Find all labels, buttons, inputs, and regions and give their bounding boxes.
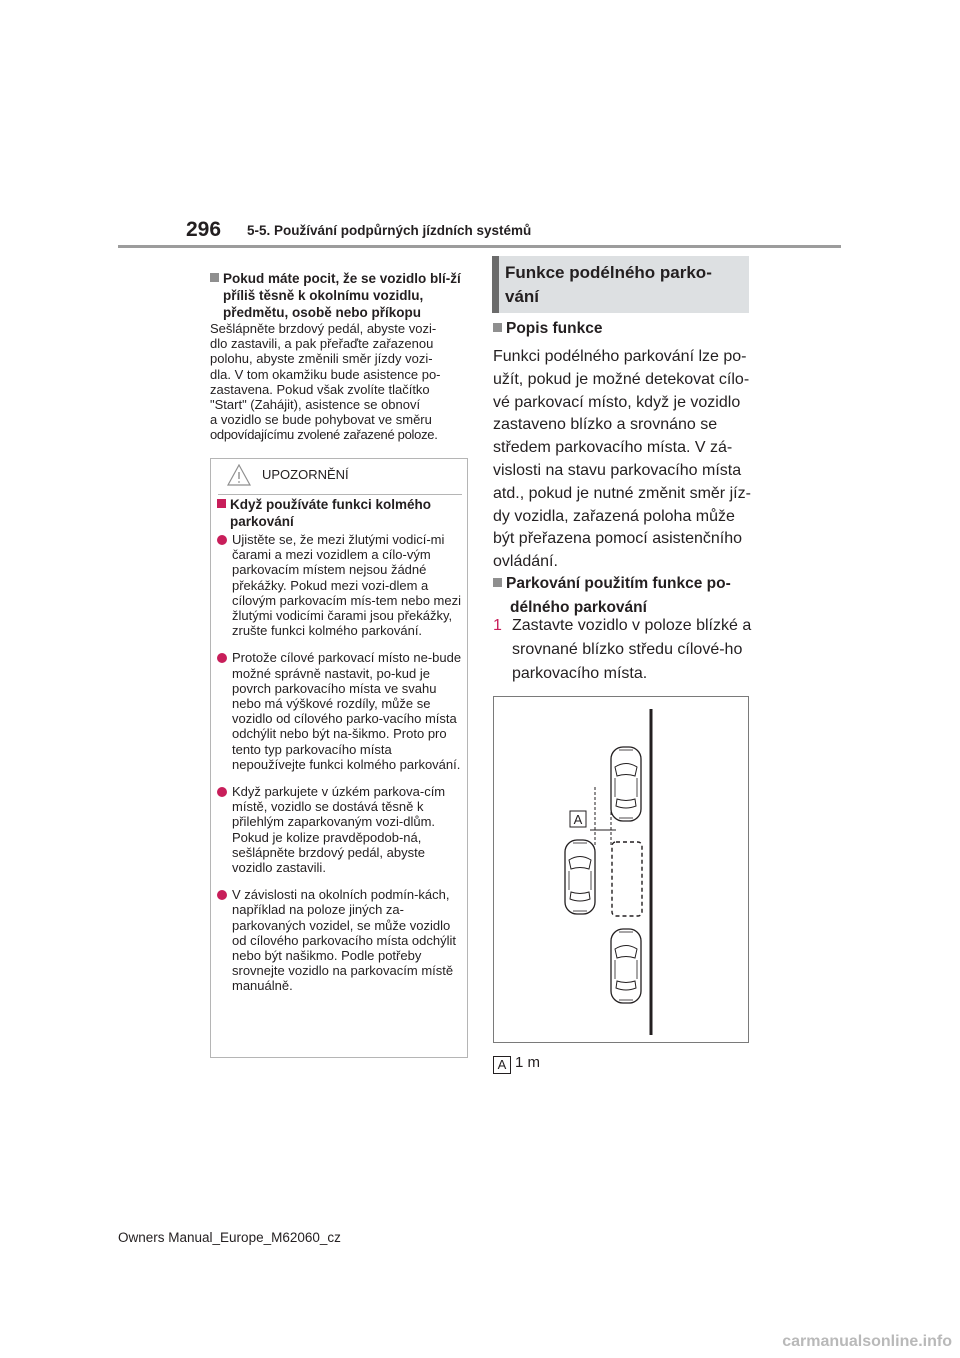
- bullet-dot-icon: [217, 535, 227, 545]
- left-paragraph-line: odpovídajícímu zvolené zařazené poloze.: [210, 427, 438, 443]
- subheading-text: Popis funkce: [506, 320, 603, 337]
- legend-tag: A: [493, 1056, 511, 1074]
- left-paragraph-line: zastavena. Pokud však zvolíte tlačítko: [210, 381, 430, 397]
- left-paragraph-line: dla. V tom okamžiku bude asistence po-: [210, 366, 441, 382]
- list-item: [217, 532, 462, 638]
- parking-diagram: [493, 696, 749, 1043]
- left-heading: [210, 270, 468, 321]
- left-heading-text: Pokud máte pocit, že se vozidlo blí-ží příliš těsně k okolnímu vozidlu, předmětu, osobě nebo příkopu: [223, 271, 461, 320]
- list-item: [217, 650, 462, 772]
- body-line: atd., pokud je nutné změnit směr jíz-: [493, 484, 751, 502]
- subheading-function-description: [493, 320, 602, 338]
- caution-title: UPOZORNĚNÍ: [262, 467, 349, 482]
- square-bullet-icon: [217, 499, 226, 508]
- step-1: [493, 614, 755, 686]
- left-paragraph-line: polohu, abyste změnili směr jízdy vozi-: [210, 351, 433, 367]
- parked-car-rear-icon: [611, 929, 641, 1003]
- caution-header: [211, 459, 467, 495]
- bullet-dot-icon: [217, 787, 227, 797]
- figure-legend: [493, 1054, 540, 1074]
- left-paragraph: [210, 321, 468, 443]
- list-item-text: Když parkujete v úzkém parkova-cím místě, vozidlo se dostává těsně k přilehlým zaparkovaným vozi-dlům. Pokud je kolize pravděpodob-ná, sešlápněte brzdový pedál, abyste vozidlo zastavili.: [232, 784, 446, 876]
- header-divider: [118, 245, 841, 248]
- square-bullet-icon: [210, 273, 219, 282]
- bullet-dot-icon: [217, 653, 227, 663]
- body-line: zastaveno blízko a srovnáno se: [493, 416, 718, 434]
- function-description-text: [493, 346, 755, 574]
- list-item: [217, 887, 462, 993]
- watermark: carmanualsonline.info: [782, 1333, 952, 1350]
- target-parking-space: [612, 842, 642, 916]
- left-paragraph-line: Sešlápněte brzdový pedál, abyste vozi-: [210, 321, 437, 336]
- list-item-text: Protože cílové parkovací místo ne-bude možné správně nastavit, po-kud je povrch parkovacího místa ve svahu nebo má výškové rozdíly, může se vozidlo od cílového parko-vacího místa odchýlit nebo být na-šikmo. Proto pro tento typ parkovacího místa nepoužívejte funkci kolmého parkování.: [232, 650, 462, 772]
- left-paragraph-line: "Start" (Zahájit), asistence se obnoví: [210, 397, 421, 413]
- square-bullet-icon: [493, 323, 502, 332]
- subheading-text: Parkování použitím funkce po-délného parkování: [506, 575, 731, 616]
- legend-text: 1 m: [515, 1054, 541, 1071]
- body-line: vé parkovací místo, když je vozidlo: [493, 393, 741, 411]
- section-title: Funkce podélného parko-vání: [505, 263, 712, 306]
- list-item-text: V závislosti na okolních podmín-kách, například na poloze jiných za-parkovaných vozidel, se může vozidlo od cílového parkovacího místa odchýlit nebo být našikmo. Podle potřeby srovnejte vozidlo na parkovacím místě manuálně.: [232, 887, 457, 994]
- chapter-title: 5-5. Používání podpůrných jízdních systémů: [247, 223, 532, 238]
- subheading-parking-procedure: [493, 572, 755, 620]
- caution-subheading: [217, 496, 462, 530]
- caution-divider: [218, 494, 462, 495]
- square-bullet-icon: [493, 578, 502, 587]
- body-line: středem parkovacího místa. V zá-: [493, 439, 733, 457]
- step-number: 1: [493, 617, 502, 634]
- left-paragraph-line: dlo zastavili, a pak přeřaďte zařazenou: [210, 336, 434, 352]
- left-paragraph-line: a vozidlo se bude pohybovat ve směru: [210, 412, 432, 428]
- warning-icon: [227, 464, 251, 486]
- caution-bullet-list: [217, 532, 462, 1006]
- list-item-text: Ujistěte se, že mezi žlutými vodicí-mi čarami a mezi vozidlem a cílo-vým parkovacím místem nejsou žádné překážky. Pokud mezi vozi-dlem a cílovým parkovacím mís-tem nebo mezi žlutými vodicími čarami jsou překážky, zrušte funkci kolmého parkování.: [232, 532, 462, 639]
- body-line: ovládání.: [493, 553, 558, 571]
- footer-text: Owners Manual_Europe_M62060_cz: [118, 1230, 341, 1245]
- body-line: vislosti na stavu parkovacího místa: [493, 461, 742, 479]
- own-car-icon: [565, 840, 595, 914]
- list-item: [217, 784, 462, 875]
- section-title-bar: [492, 256, 499, 313]
- section-title-box: [492, 256, 749, 313]
- body-line: být přeřazena pomocí asistenčního: [493, 530, 743, 548]
- caution-subheading-text: Když používáte funkci kolmého parkování: [230, 497, 432, 529]
- parked-car-front-icon: [611, 747, 641, 821]
- page-number: 296: [186, 218, 222, 241]
- step-text: Zastavte vozidlo v poloze blízké a srovnané blízko středu cílové-ho parkovacího místa.: [512, 617, 752, 682]
- figure-label-a: A: [573, 812, 583, 827]
- body-line: dy vozidla, zařazená poloha může: [493, 507, 735, 525]
- parking-diagram-svg: [494, 697, 748, 1042]
- bullet-dot-icon: [217, 890, 227, 900]
- body-line: užít, pokud je možné detekovat cílo-: [493, 370, 750, 388]
- body-line: Funkci podélného parkování lze po-: [493, 348, 747, 365]
- caution-box: [210, 458, 468, 1058]
